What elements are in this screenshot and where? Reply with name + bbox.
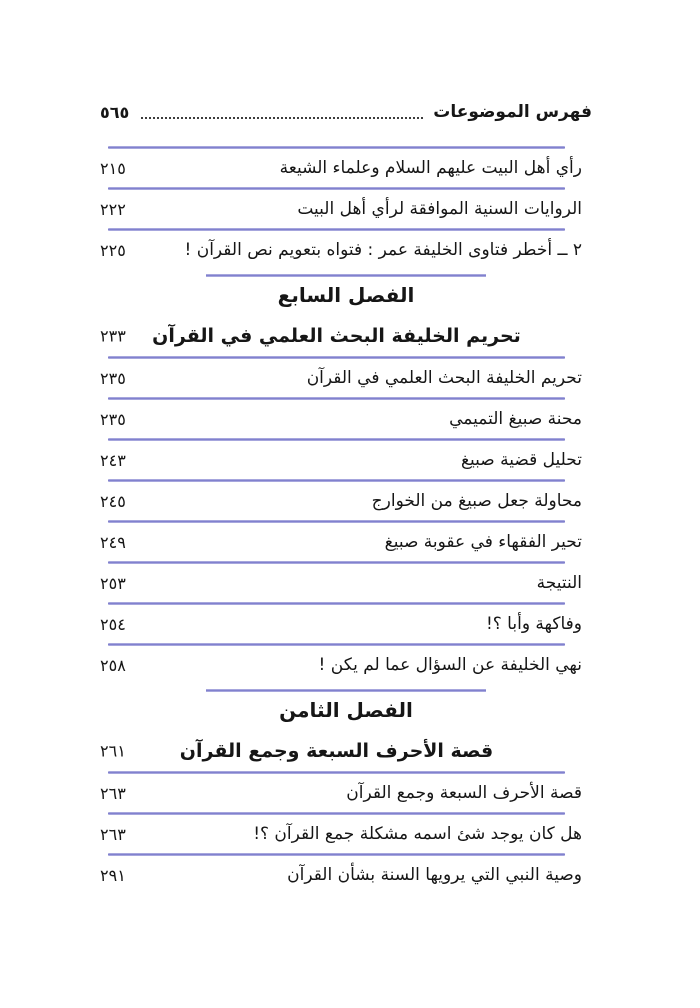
chapter-title: تحريم الخليفة البحث العلمي في القرآن bbox=[152, 325, 521, 347]
dot-leader bbox=[141, 117, 423, 119]
toc-entry-title: وفاكهة وأبا ؟! bbox=[485, 614, 582, 634]
toc-entry-title: تحليل قضية صبيغ bbox=[460, 450, 582, 470]
toc-entry-page-number: ٢٤٥ bbox=[100, 491, 126, 511]
toc-entry-title: محنة صبيغ التميمي bbox=[449, 409, 582, 429]
toc-entry-title: قصة الأحرف السبعة وجمع القرآن bbox=[346, 783, 582, 803]
toc-entry-page-number: ٢٥٤ bbox=[100, 614, 126, 634]
toc-entry bbox=[100, 564, 592, 602]
toc-entry-page-number: ٢٥٣ bbox=[100, 573, 126, 593]
toc-entry-title: محاولة جعل صبيغ من الخوارج bbox=[371, 491, 582, 511]
toc-entry bbox=[100, 190, 592, 228]
toc-entry-title: هل كان يوجد شئ اسمه مشكلة جمع القرآن ؟! bbox=[253, 824, 582, 844]
toc-header-title: فهرس الموضوعات bbox=[433, 102, 592, 122]
toc-entry bbox=[100, 815, 592, 853]
toc-entry-page-number: ٢٩١ bbox=[100, 865, 126, 885]
toc-entry-title: ٢ ــ أخطر فتاوى الخليفة عمر : فتواه بتعويم نص القرآن ! bbox=[184, 240, 582, 260]
toc-entry-title: الروايات السنية الموافقة لرأي أهل البيت bbox=[297, 199, 582, 219]
toc-entry-page-number: ٢٥٨ bbox=[100, 655, 126, 675]
chapter-title-row bbox=[100, 321, 592, 351]
toc-entry bbox=[100, 774, 592, 812]
toc-entry bbox=[100, 605, 592, 643]
toc-entry bbox=[100, 400, 592, 438]
toc-header bbox=[100, 100, 592, 125]
chapter-separator-line bbox=[206, 689, 486, 692]
toc-entry-title: نهي الخليفة عن السؤال عما لم يكن ! bbox=[318, 655, 582, 675]
toc-entry bbox=[100, 149, 592, 187]
toc-header-page-number: ٥٦٥ bbox=[100, 103, 130, 122]
toc-entry-title: تحريم الخليفة البحث العلمي في القرآن bbox=[306, 368, 582, 388]
chapter-separator-line bbox=[206, 274, 486, 277]
toc-page bbox=[100, 0, 592, 894]
toc-entry-page-number: ٢٦٣ bbox=[100, 824, 126, 844]
toc-entry bbox=[100, 441, 592, 479]
toc-entry-title: النتيجة bbox=[536, 573, 582, 593]
toc-entry-title: وصية النبي التي يرويها السنة بشأن القرآن bbox=[287, 865, 582, 885]
toc-entry-page-number: ٢٤٩ bbox=[100, 532, 126, 552]
chapter-page-number: ٢٣٣ bbox=[100, 326, 126, 346]
toc-entry-page-number: ٢٣٥ bbox=[100, 409, 126, 429]
chapter-heading: الفصل الثامن bbox=[279, 698, 413, 722]
toc-entry bbox=[100, 231, 592, 269]
toc-entry bbox=[100, 646, 592, 684]
toc-entry bbox=[100, 856, 592, 894]
chapter-title-row bbox=[100, 736, 592, 766]
toc-entry-page-number: ٢٢٥ bbox=[100, 240, 126, 260]
toc-entry bbox=[100, 523, 592, 561]
toc-entry-page-number: ٢٣٥ bbox=[100, 368, 126, 388]
toc-entry-title: تحير الفقهاء في عقوبة صبيغ bbox=[384, 532, 582, 552]
chapter-heading: الفصل السابع bbox=[277, 283, 415, 307]
toc-entry bbox=[100, 359, 592, 397]
toc-entry-page-number: ٢١٥ bbox=[100, 158, 126, 178]
toc-entry-page-number: ٢٦٣ bbox=[100, 783, 126, 803]
toc-entry bbox=[100, 482, 592, 520]
chapter-title: قصة الأحرف السبعة وجمع القرآن bbox=[179, 740, 494, 762]
toc-entry-page-number: ٢٢٢ bbox=[100, 199, 126, 219]
toc-entry-page-number: ٢٤٣ bbox=[100, 450, 126, 470]
chapter-page-number: ٢٦١ bbox=[100, 741, 126, 761]
toc-entry-title: رأي أهل البيت عليهم السلام وعلماء الشيعة bbox=[279, 158, 582, 178]
